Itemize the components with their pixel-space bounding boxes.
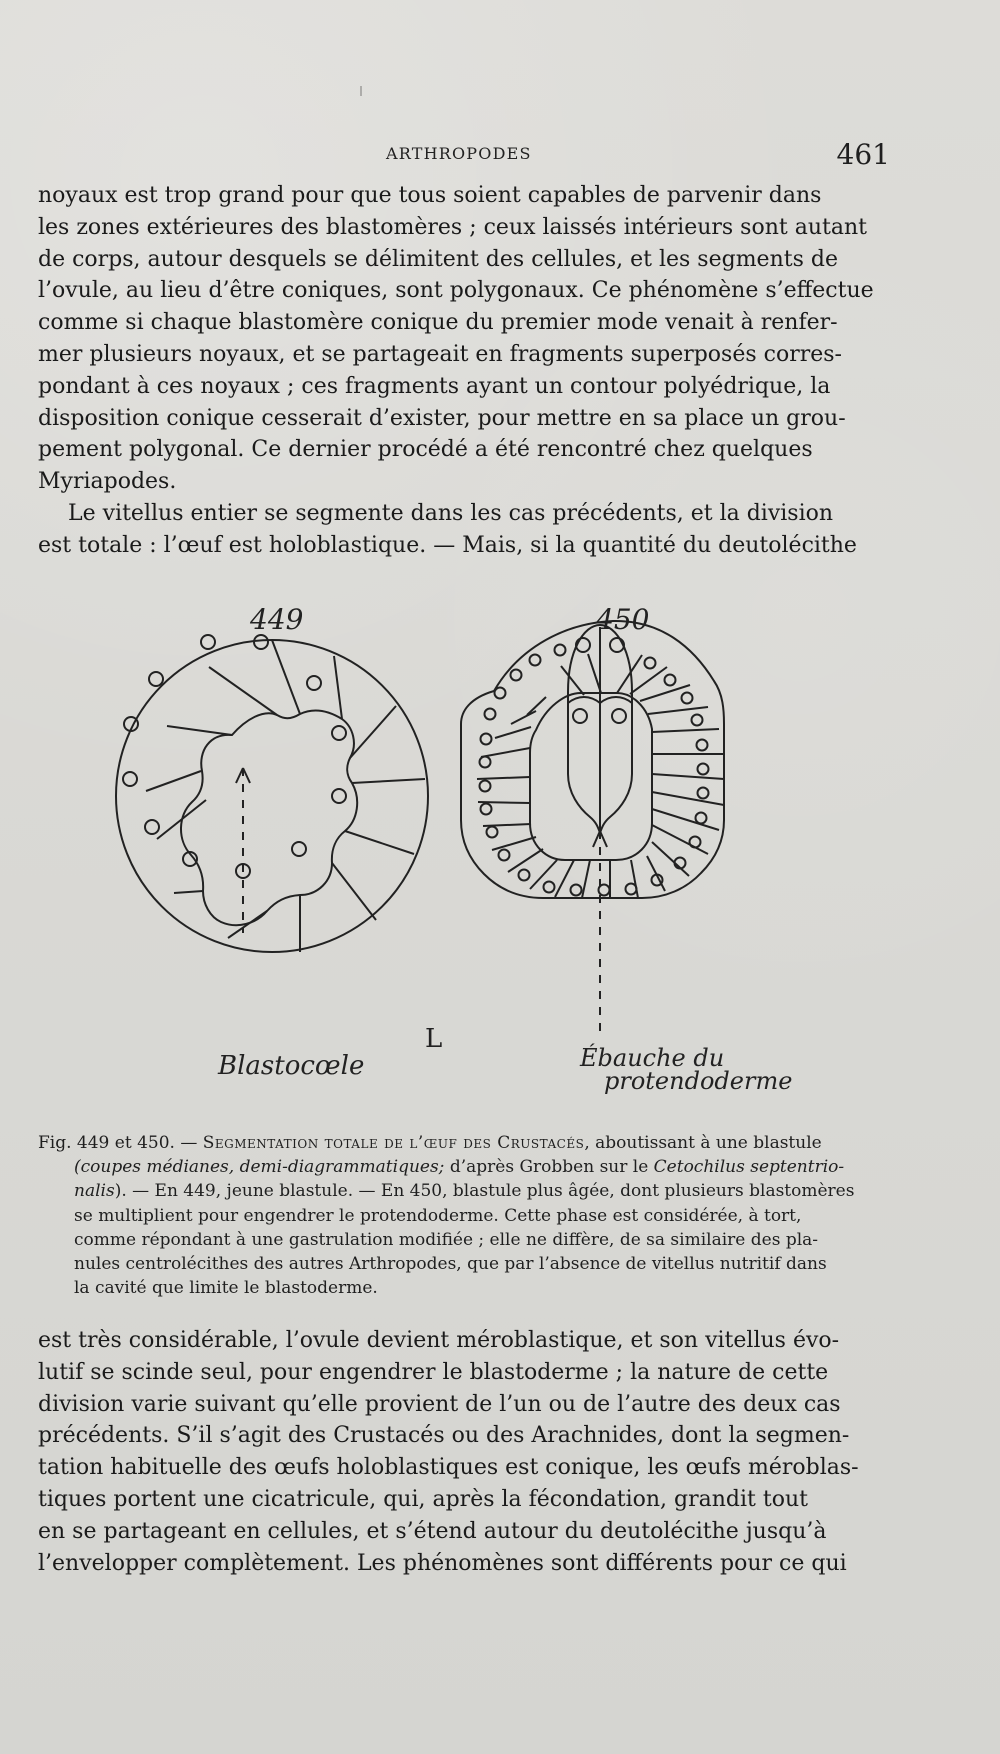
outer-blastula-wall (461, 621, 724, 898)
inner-blastocoel-wall (530, 693, 652, 860)
page-mark (360, 86, 362, 96)
nucleus (487, 827, 498, 838)
blastoderm-cell-wall (527, 697, 546, 715)
blastoderm-cell-wall (652, 792, 724, 805)
blastoderm-cell-wall (495, 727, 531, 738)
blastoderm-cell-wall (508, 849, 543, 872)
blastomere-wall (146, 771, 201, 791)
nucleus (495, 688, 506, 699)
nucleus (555, 645, 566, 656)
body-line: les zones extérieures des blastomères ; ceux laissés intérieurs sont autant (38, 214, 867, 240)
protendoderm-cell-wall (600, 697, 632, 703)
caption-fragment: ). — En 449, jeune blastule. — En 450, blastule plus âgée, dont plusieurs blastomères (114, 1181, 855, 1202)
nucleus (610, 638, 624, 652)
figure-caption (38, 1131, 908, 1300)
nucleus (696, 813, 707, 824)
caption-line: la cavité que limite le blastoderme. (74, 1278, 378, 1299)
blastomere-wall (345, 831, 414, 854)
body-line: de corps, autour desquels se délimitent des cellules, et les segments de (38, 246, 838, 272)
body-line: est très considérable, l’ovule devient méroblastique, et son vitellus évo- (38, 1328, 840, 1353)
figure-450-label: 450 (596, 603, 650, 636)
nucleus (149, 672, 163, 686)
body-line: est totale : l’œuf est holoblastique. — Mais, si la quantité du deutolécithe (38, 532, 857, 558)
caption-line: se multiplient pour engendrer le protendoderme. Cette phase est considérée, à tort, (74, 1205, 802, 1226)
nucleus (698, 788, 709, 799)
blastoderm-cell-wall (652, 774, 724, 779)
page-number: 461 (836, 138, 890, 171)
caption-line (38, 1131, 908, 1155)
blastoderm-cell-wall (652, 809, 719, 830)
nucleus (690, 837, 701, 848)
running-head: ARTHROPODES (386, 144, 532, 163)
nucleus (332, 789, 346, 803)
nucleus (292, 842, 306, 856)
blastomere-wall (174, 891, 203, 893)
nucleus (612, 709, 626, 723)
body-line: l’ovule, au lieu d’être coniques, sont polygonaux. Ce phénomène s’effectue (38, 278, 874, 304)
center-marker-label: L (425, 1024, 443, 1054)
body-text-top (38, 180, 895, 562)
body-line: disposition conique cesserait d’exister, pour mettre en sa place un grou- (38, 405, 846, 431)
nucleus (201, 635, 215, 649)
body-line: lutif se scinde seul, pour engendrer le blastoderme ; la nature de cette (38, 1359, 829, 1385)
caption-fragment: d’après Grobben sur le (444, 1157, 654, 1178)
blastoderm-cell-wall (630, 667, 667, 694)
blastoderm-cell-wall (483, 824, 531, 826)
body-line: division varie suivant qu’elle provient de l’un ou de l’autre des deux cas (38, 1391, 841, 1417)
blastomere-wall (352, 779, 425, 783)
body-line: Myriapodes. (38, 469, 177, 495)
blastoderm-cell-wall (481, 748, 530, 757)
figure-449-label: 449 (250, 603, 304, 636)
protendoderm-label-line-2: protendoderme (604, 1067, 793, 1095)
blastomere-wall (209, 667, 277, 715)
blastoderm-cell-wall (582, 860, 590, 898)
caption-line (38, 1155, 908, 1179)
body-line: pement polygonal. Ce dernier procédé a été rencontré chez quelques (38, 437, 813, 463)
body-line: en se partageant en cellules, et s’étend autour du deutolécithe jusqu’à (38, 1518, 827, 1544)
blastomere-wall (167, 726, 232, 735)
body-line: l’envelopper complètement. Les phénomènes sont différents pour ce qui (38, 1550, 847, 1576)
figure-449-drawing (116, 635, 428, 952)
nucleus (571, 885, 582, 896)
nucleus (480, 781, 491, 792)
blastomere-wall (272, 640, 300, 714)
nucleus (576, 638, 590, 652)
blastoderm-cell-wall (561, 666, 584, 695)
body-line: précédents. S’il s’agit des Crustacés ou des Arachnides, dont la segmen- (38, 1423, 850, 1449)
nucleus (481, 804, 492, 815)
nucleus (145, 820, 159, 834)
body-line: noyaux est trop grand pour que tous soient capables de parvenir dans (38, 183, 822, 208)
caption-suffix: , aboutissant à une blastule (584, 1133, 822, 1153)
nucleus (123, 772, 137, 786)
protendoderm-label-line-1: Ébauche du (580, 1044, 725, 1072)
caption-italic-fragment: Cetochilus septentrio- (653, 1157, 845, 1178)
caption-line (38, 1179, 908, 1203)
nucleus (626, 884, 637, 895)
caption-prefix: Fig. 449 et 450. — (38, 1133, 203, 1153)
blastomere-wall (350, 706, 396, 758)
blastoderm-cell-wall (652, 729, 719, 732)
nucleus (682, 693, 693, 704)
central-blastocoel-outline (181, 710, 357, 925)
nucleus (692, 715, 703, 726)
blastoderm-cell-wall (648, 707, 708, 714)
blastocele-label: Blastocœle (218, 1051, 365, 1081)
embryology-diagram (110, 603, 815, 1103)
protendoderm-cell-wall (568, 697, 600, 703)
nucleus (519, 870, 530, 881)
nucleus (573, 709, 587, 723)
nucleus (254, 635, 268, 649)
nucleus (481, 734, 492, 745)
blastomere-wall (332, 863, 376, 920)
nucleus (480, 757, 491, 768)
nucleus (698, 764, 709, 775)
nucleus (645, 658, 656, 669)
body-line: comme si chaque blastomère conique du premier mode venait à renfer- (38, 310, 838, 336)
body-line: mer plusieurs noyaux, et se partageait en fragments superposés corres- (38, 341, 842, 367)
blastomere-wall (334, 656, 342, 719)
blastoderm-cell-wall (511, 711, 536, 724)
caption-italic-fragment: nalis (74, 1181, 115, 1202)
nucleus (307, 676, 321, 690)
body-text-bottom (38, 1325, 895, 1579)
body-line: tation habituelle des œufs holoblastiques est conique, les œufs méroblas- (38, 1455, 859, 1481)
blastoderm-cell-wall (477, 777, 530, 779)
caption-italic-fragment: (coupes médianes, demi-diagrammatiques; (74, 1157, 445, 1178)
body-line: pondant à ces noyaux ; ces fragments ayant un contour polyédrique, la (38, 373, 831, 399)
body-line: Le vitellus entier se segmente dans les cas précédents, et la division (68, 500, 834, 526)
blastoderm-cell-wall (492, 837, 536, 850)
nucleus (485, 709, 496, 720)
figure-450-drawing (461, 621, 724, 1033)
nucleus (499, 850, 510, 861)
nucleus (544, 882, 555, 893)
nucleus (697, 740, 708, 751)
nucleus (332, 726, 346, 740)
body-line: tiques portent une cicatricule, qui, après la fécondation, grandit tout (38, 1486, 808, 1512)
caption-line: nules centrolécithes des autres Arthropodes, que par l’absence de vitellus nutritif dans (74, 1254, 827, 1275)
nucleus (530, 655, 541, 666)
nucleus (665, 675, 676, 686)
caption-title: Segmentation totale de l’œuf des Crustacés (202, 1133, 585, 1153)
caption-line: comme répondant à une gastrulation modifiée ; elle ne diffère, de sa similaire des pla- (74, 1229, 819, 1250)
nucleus (511, 670, 522, 681)
